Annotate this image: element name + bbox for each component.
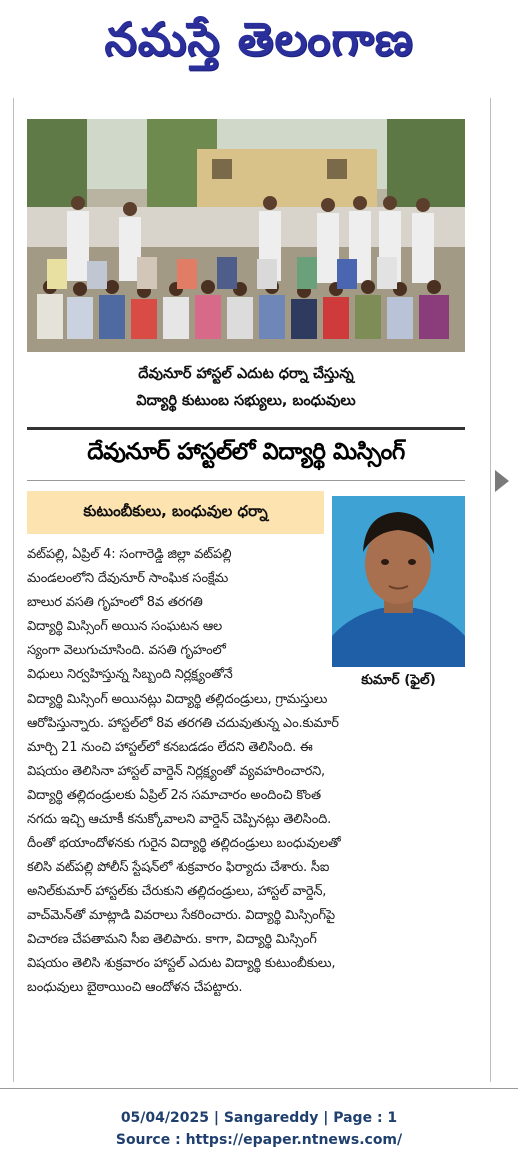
article-body-line: కలిసి వట్‌పల్లి పోలీస్ స్టేషన్‌లో శుక్రవారం ఫిర్యాదు చేశారు. సీఐ [27,860,330,875]
photo-illustration [27,119,465,352]
next-page-arrow-icon[interactable] [495,470,509,492]
article-body-line: మార్చి 21 నుంచి హాస్టల్‌లో కనబడడం లేదని తెలిసింది. ఈ [27,740,313,755]
article-headline: దేవునూర్ హాస్టల్‌లో విద్యార్థి మిస్సింగ్ [87,439,405,465]
article-body-line: అనిల్‌కుమార్ హాస్టల్‌కు చేరుకుని తల్లిదండ్రులు, హాస్టల్ వార్డెన్, [27,884,327,899]
clip-left-border [13,98,14,1082]
photo-caption [27,355,465,421]
article-body-line: విధులు నిర్వహిస్తున్న సిబ్బంది నిర్లక్ష్యంతోనే [27,667,233,682]
article-body-line: విద్యార్థి తల్లిదండ్రులకు ఏప్రిల్ 2న సమాచారం అందించి కొంత [27,788,321,803]
footer-edition-info: 05/04/2025 | Sangareddy | Page : 1 [120,1110,398,1126]
article-body-line: విచారణ చేపతామని సీఐ తెలిపారు. కాగా, విద్యార్థి మిస్సింగ్ [27,932,317,947]
student-portrait-photo [332,496,465,667]
article-body-line: స్యంగా వెలుగుచూసింది. వసతి గృహంలో [27,643,226,658]
footer-divider [0,1088,518,1089]
article-body-line: బాలుర వసతి గృహంలో 8వ తరగతి [27,595,203,610]
footer-source-link[interactable]: Source : https://epaper.ntnews.com/ [115,1132,403,1148]
headline-box [27,427,465,481]
article-body-line: బంధువులు బైఠాయించి ఆందోళన చేపట్టారు. [27,980,243,995]
newspaper-logo-title: నమస్తే తెలంగాణ [104,12,414,66]
article-body-line: నగదు ఇచ్చి ఆచూకీ కనుక్కోవాలని వార్డెన్ చెప్పినట్లు తెలిసింది. [27,812,332,827]
clip-right-border [490,98,491,1082]
article-body-line: ఆరోపిస్తున్నారు. హాస్టల్‌లో 8వ తరగతి చదువుతున్న ఎం.కుమార్ [27,716,339,731]
footer [0,1107,518,1151]
article-body-line: వాచ్‌మెన్‌తో మాట్లాడి వివరాలు సేకరించారు. విద్యార్థి మిస్సింగ్‌పై [27,908,335,923]
photo-caption-line-1: దేవునూర్ హాస్టల్ ఎదుట ధర్నా చేస్తున్న [138,366,354,382]
article-body-line: విద్యార్థి మిస్సింగ్ అయిన సంఘటన ఆల [27,619,223,634]
article-body-line: విద్యార్థి మిస్సింగ్ అయినట్లు విద్యార్థి తల్లిదండ్రులు, గ్రామస్తులు [27,692,328,707]
article-body-line: మండలంలోని దేవునూర్ సాంఘిక సంక్షేమ [27,571,229,586]
photo-caption-line-2: విద్యార్థి కుటుంబ సభ్యులు, బంధువులు [136,393,356,409]
news-photo-dharna [27,119,465,352]
article-body-line: వట్‌పల్లి, ఏప్రిల్ 4: సంగారెడ్డి జిల్లా వట్‌పల్లి [27,547,232,562]
portrait-illustration [332,496,465,667]
article-body-line: విషయం తెలిసి శుక్రవారం హాస్టల్ ఎదుట విద్యార్థి కుటుంబీకులు, [27,956,336,971]
portrait-card [332,496,465,696]
article-subheadline: కుటుంబీకులు, బంధువుల ధర్నా [27,491,324,534]
masthead [0,0,518,90]
article-body-line: దీంతో భయాందోళనకు గురైన విద్యార్థి తల్లిదండ్రులు బంధువులతో [27,836,341,851]
article-body-line: విషయం తెలిసినా హాస్టల్ వార్డెన్ నిర్లక్ష్యంతో వ్యవహరించారని, [27,764,325,779]
portrait-caption: కుమార్ (ఫైల్) [361,672,436,688]
